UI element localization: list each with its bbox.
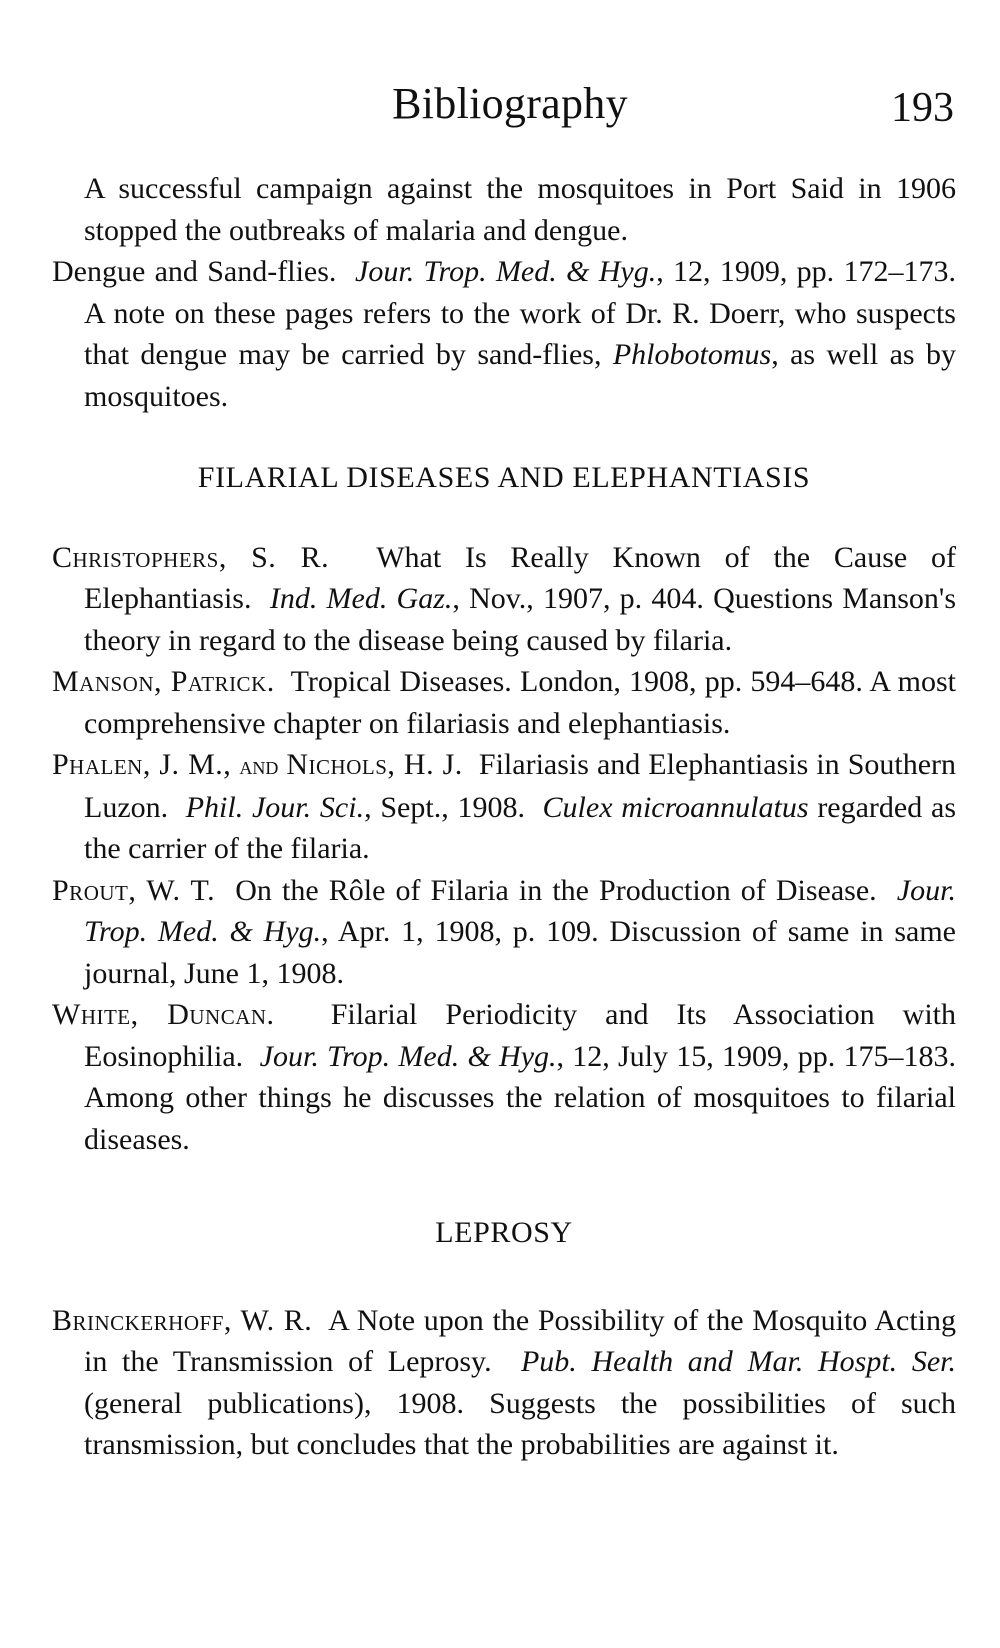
journal-name: Jour. Trop. Med. & Hyg. <box>259 1039 557 1073</box>
entry-title: A Note upon the Possibility of the Mosquito Acting in the Transmission of Leprosy. <box>84 1303 956 1378</box>
journal-name: Pub. Health and Mar. Hospt. Ser. <box>520 1345 957 1378</box>
bib-entry-phalen-nichols <box>52 744 956 870</box>
entry-title: Filarial Periodicity and Its Association with Eosinophilia. <box>84 998 957 1073</box>
entry-title: Dengue and Sand-flies. <box>52 255 337 288</box>
entry-title: Filariasis and Elephantiasis in Southern Luzon. <box>84 748 957 824</box>
entry-author-first: Phalen, J. M., <box>52 748 232 781</box>
entry-citation: , 12, July 15, 1909, pp. 175–183. Among other things he discusses the relation of mosquitoes to filarial diseases. <box>84 1039 956 1156</box>
entry-author: Brinckerhoff, W. R. <box>52 1303 313 1337</box>
genus-name: Phlobotomus <box>612 338 772 371</box>
entry-author: White, Duncan. <box>52 998 275 1031</box>
author-conjunction: and <box>239 751 279 780</box>
bib-entry-manson <box>52 661 956 744</box>
journal-name: Jour. Trop. Med. & Hyg. <box>84 873 956 948</box>
running-head <box>0 78 1000 138</box>
page-number: 193 <box>891 85 954 131</box>
entry-author: Christophers, S. R. <box>52 540 330 574</box>
bib-entry-white <box>52 994 956 1160</box>
species-name: Culex microannulatus <box>542 790 809 824</box>
entry-title: What Is Really Known of the Cause of Elephantiasis. <box>84 540 956 615</box>
journal-name: Jour. Trop. Med. & Hyg. <box>355 255 657 288</box>
entry-title: On the Rôle of Filaria in the Production of Disease. <box>235 873 877 907</box>
entry-author: Prout, W. T. <box>52 873 216 907</box>
section-heading-filarial: FILARIAL DISEASES AND ELEPHANTIASIS <box>197 461 811 494</box>
entry-author-second: Nichols, H. J. <box>286 748 463 781</box>
bib-entry-prout <box>52 870 956 995</box>
entry-citation: (general publications), 1908. Suggests the possibilities of such transmission, but concludes that the probabilities are against it. <box>84 1386 956 1461</box>
entry-citation: , Apr. 1, 1908, p. 109. Discussion of same in same journal, June 1, 1908. <box>84 915 956 990</box>
running-title: Bibliography <box>392 79 628 128</box>
entry-text: Tropical Diseases. London, 1908, pp. 594–648. A most comprehensive chapter on filariasis and elephantiasis. <box>84 665 956 740</box>
bibliography-body <box>52 168 956 1466</box>
entry-citation: , 12, 1909, pp. 172–173. A note on these pages refers to the work of Dr. R. Doerr, who suspects that dengue may be carried by sand-flies, <box>84 255 956 371</box>
entry-author: Manson, Patrick. <box>52 665 275 698</box>
entry-tail: , as well as by mosquitoes. <box>84 338 956 413</box>
section-heading-leprosy: LEPROSY <box>435 1216 573 1249</box>
bib-entry-dengue-sandflies <box>52 251 956 417</box>
bib-entry-christophers <box>52 537 956 662</box>
continued-annotation-text: A successful campaign against the mosquitoes in Port Said in 1906 stopped the outbreaks of malaria and dengue. <box>84 172 956 247</box>
continued-annotation <box>52 168 956 251</box>
journal-name: Ind. Med. Gaz. <box>269 582 453 615</box>
entry-citation: , Nov., 1907, p. 404. Questions Manson's theory in regard to the disease being caused by filaria. <box>84 582 957 657</box>
entry-tail: regarded as the carrier of the filaria. <box>84 790 957 865</box>
entry-citation: , Sept., 1908. <box>364 790 525 824</box>
bib-entry-brinckerhoff <box>52 1300 956 1466</box>
journal-name: Phil. Jour. Sci. <box>185 790 365 824</box>
